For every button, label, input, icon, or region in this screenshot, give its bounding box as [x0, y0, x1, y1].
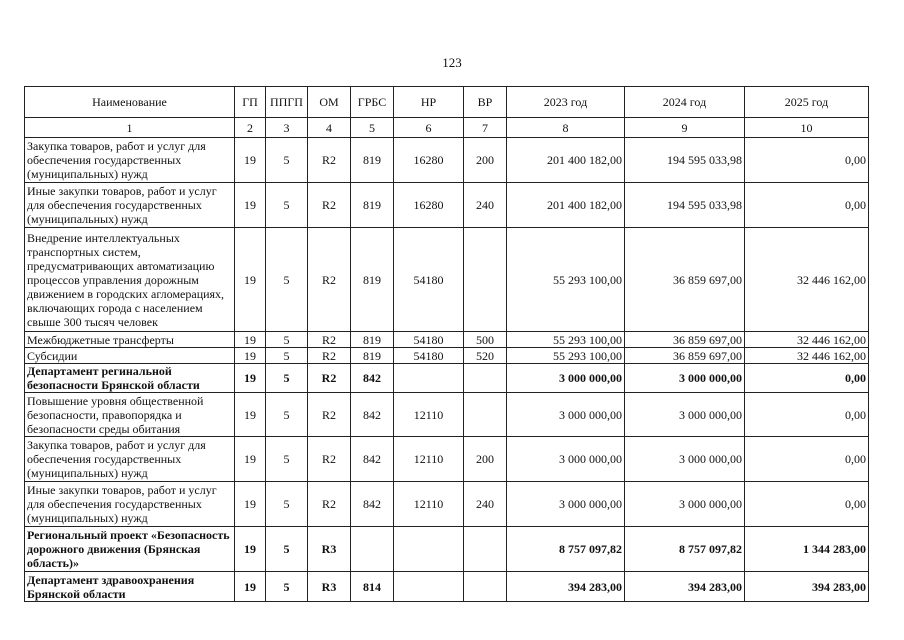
header-vr: ВР: [464, 87, 507, 118]
cell-om: R2: [308, 482, 351, 527]
cell-vr: [464, 228, 507, 332]
cell-2023: 55 293 100,00: [507, 228, 625, 332]
cell-gp: 19: [235, 393, 266, 437]
row-name: Региональный проект «Безопасность дорожного движения (Брянская область)»: [25, 527, 235, 572]
row-name: Иные закупки товаров, работ и услуг для обеспечения государственных (муниципальных) нужд: [25, 183, 235, 228]
cell-nr: [394, 572, 464, 602]
column-number: 1: [25, 118, 235, 138]
column-number-row: [25, 118, 869, 138]
cell-2025: 32 446 162,00: [745, 332, 869, 348]
cell-vr: 200: [464, 437, 507, 482]
header-ppgp: ППГП: [266, 87, 308, 118]
cell-2024: 194 595 033,98: [625, 138, 745, 183]
cell-nr: 16280: [394, 138, 464, 183]
header-2023: 2023 год: [507, 87, 625, 118]
cell-om: R3: [308, 572, 351, 602]
cell-grbs: 842: [351, 482, 394, 527]
cell-2025: 32 446 162,00: [745, 348, 869, 364]
table-row: [25, 527, 869, 572]
cell-nr: 54180: [394, 332, 464, 348]
header-nr: НР: [394, 87, 464, 118]
cell-2024: 8 757 097,82: [625, 527, 745, 572]
header-gp: ГП: [235, 87, 266, 118]
table-row: [25, 332, 869, 348]
table-row: [25, 364, 869, 393]
cell-2023: 394 283,00: [507, 572, 625, 602]
cell-gp: 19: [235, 228, 266, 332]
table-row: [25, 228, 869, 332]
row-name: Закупка товаров, работ и услуг для обеспечения государственных (муниципальных) нужд: [25, 437, 235, 482]
cell-2024: 3 000 000,00: [625, 437, 745, 482]
table-row: [25, 348, 869, 364]
cell-vr: 240: [464, 482, 507, 527]
cell-gp: 19: [235, 183, 266, 228]
cell-grbs: 814: [351, 572, 394, 602]
header-row: [25, 87, 869, 118]
column-number: 2: [235, 118, 266, 138]
cell-2025: 1 344 283,00: [745, 527, 869, 572]
row-name: Внедрение интеллектуальных транспортных систем, предусматривающих автоматизацию процессов управления дорожным движением в городских агломерациях, включающих города с населением свыше 300 тысяч человек: [25, 228, 235, 332]
column-number: 7: [464, 118, 507, 138]
header-2025: 2025 год: [745, 87, 869, 118]
cell-ppgp: 5: [266, 364, 308, 393]
cell-nr: 54180: [394, 348, 464, 364]
cell-vr: 200: [464, 138, 507, 183]
cell-grbs: 819: [351, 183, 394, 228]
cell-2023: 3 000 000,00: [507, 364, 625, 393]
cell-2024: 194 595 033,98: [625, 183, 745, 228]
column-number: 6: [394, 118, 464, 138]
cell-gp: 19: [235, 572, 266, 602]
cell-ppgp: 5: [266, 332, 308, 348]
cell-2025: 0,00: [745, 437, 869, 482]
cell-om: R2: [308, 228, 351, 332]
header-2024: 2024 год: [625, 87, 745, 118]
cell-gp: 19: [235, 332, 266, 348]
cell-ppgp: 5: [266, 228, 308, 332]
cell-grbs: 842: [351, 437, 394, 482]
cell-2023: 55 293 100,00: [507, 348, 625, 364]
cell-om: R2: [308, 138, 351, 183]
cell-vr: 240: [464, 183, 507, 228]
cell-om: R2: [308, 364, 351, 393]
table-row: [25, 393, 869, 437]
row-name: Иные закупки товаров, работ и услуг для обеспечения государственных (муниципальных) нужд: [25, 482, 235, 527]
column-number: 10: [745, 118, 869, 138]
cell-grbs: 819: [351, 348, 394, 364]
cell-vr: [464, 527, 507, 572]
cell-om: R2: [308, 393, 351, 437]
cell-grbs: 842: [351, 364, 394, 393]
cell-vr: 500: [464, 332, 507, 348]
cell-vr: [464, 572, 507, 602]
table-row: [25, 572, 869, 602]
cell-gp: 19: [235, 527, 266, 572]
cell-2025: 394 283,00: [745, 572, 869, 602]
cell-2025: 0,00: [745, 138, 869, 183]
cell-2024: 36 859 697,00: [625, 348, 745, 364]
column-number: 4: [308, 118, 351, 138]
row-name: Субсидии: [25, 348, 235, 364]
cell-nr: 12110: [394, 482, 464, 527]
cell-2025: 0,00: [745, 482, 869, 527]
cell-ppgp: 5: [266, 393, 308, 437]
column-number: 5: [351, 118, 394, 138]
cell-om: R2: [308, 332, 351, 348]
cell-grbs: 842: [351, 393, 394, 437]
cell-ppgp: 5: [266, 437, 308, 482]
cell-ppgp: 5: [266, 482, 308, 527]
cell-ppgp: 5: [266, 572, 308, 602]
cell-gp: 19: [235, 482, 266, 527]
cell-2023: 201 400 182,00: [507, 183, 625, 228]
cell-grbs: 819: [351, 228, 394, 332]
cell-2023: 55 293 100,00: [507, 332, 625, 348]
cell-vr: [464, 393, 507, 437]
cell-vr: [464, 364, 507, 393]
cell-2023: 3 000 000,00: [507, 437, 625, 482]
cell-2023: 201 400 182,00: [507, 138, 625, 183]
cell-2024: 394 283,00: [625, 572, 745, 602]
cell-2023: 3 000 000,00: [507, 393, 625, 437]
cell-2024: 3 000 000,00: [625, 482, 745, 527]
table-row: [25, 482, 869, 527]
cell-gp: 19: [235, 364, 266, 393]
cell-ppgp: 5: [266, 348, 308, 364]
cell-gp: 19: [235, 437, 266, 482]
cell-nr: 54180: [394, 228, 464, 332]
cell-nr: [394, 527, 464, 572]
cell-ppgp: 5: [266, 527, 308, 572]
cell-2024: 36 859 697,00: [625, 332, 745, 348]
cell-om: R2: [308, 348, 351, 364]
cell-2025: 0,00: [745, 393, 869, 437]
cell-grbs: 819: [351, 332, 394, 348]
header-grbs: ГРБС: [351, 87, 394, 118]
cell-om: R3: [308, 527, 351, 572]
table-row: [25, 183, 869, 228]
cell-om: R2: [308, 183, 351, 228]
cell-2025: 0,00: [745, 364, 869, 393]
cell-vr: 520: [464, 348, 507, 364]
cell-gp: 19: [235, 138, 266, 183]
header-om: ОМ: [308, 87, 351, 118]
cell-nr: 16280: [394, 183, 464, 228]
column-number: 9: [625, 118, 745, 138]
cell-ppgp: 5: [266, 183, 308, 228]
row-name: Межбюджетные трансферты: [25, 332, 235, 348]
cell-ppgp: 5: [266, 138, 308, 183]
column-number: 8: [507, 118, 625, 138]
cell-nr: [394, 364, 464, 393]
cell-2025: 32 446 162,00: [745, 228, 869, 332]
column-number: 3: [266, 118, 308, 138]
header-name: Наименование: [25, 87, 235, 118]
cell-2024: 3 000 000,00: [625, 364, 745, 393]
cell-2023: 8 757 097,82: [507, 527, 625, 572]
table-row: [25, 437, 869, 482]
cell-nr: 12110: [394, 393, 464, 437]
cell-2024: 3 000 000,00: [625, 393, 745, 437]
cell-gp: 19: [235, 348, 266, 364]
cell-grbs: [351, 527, 394, 572]
table-row: [25, 138, 869, 183]
cell-2025: 0,00: [745, 183, 869, 228]
cell-grbs: 819: [351, 138, 394, 183]
row-name: Департамент здравоохранения Брянской области: [25, 572, 235, 602]
row-name: Повышение уровня общественной безопасности, правопорядка и безопасности среды обитания: [25, 393, 235, 437]
cell-om: R2: [308, 437, 351, 482]
cell-2024: 36 859 697,00: [625, 228, 745, 332]
row-name: Департамент регинальной безопасности Брянской области: [25, 364, 235, 393]
budget-table: [24, 86, 869, 602]
page-number: 123: [442, 55, 462, 70]
cell-nr: 12110: [394, 437, 464, 482]
cell-2023: 3 000 000,00: [507, 482, 625, 527]
row-name: Закупка товаров, работ и услуг для обеспечения государственных (муниципальных) нужд: [25, 138, 235, 183]
